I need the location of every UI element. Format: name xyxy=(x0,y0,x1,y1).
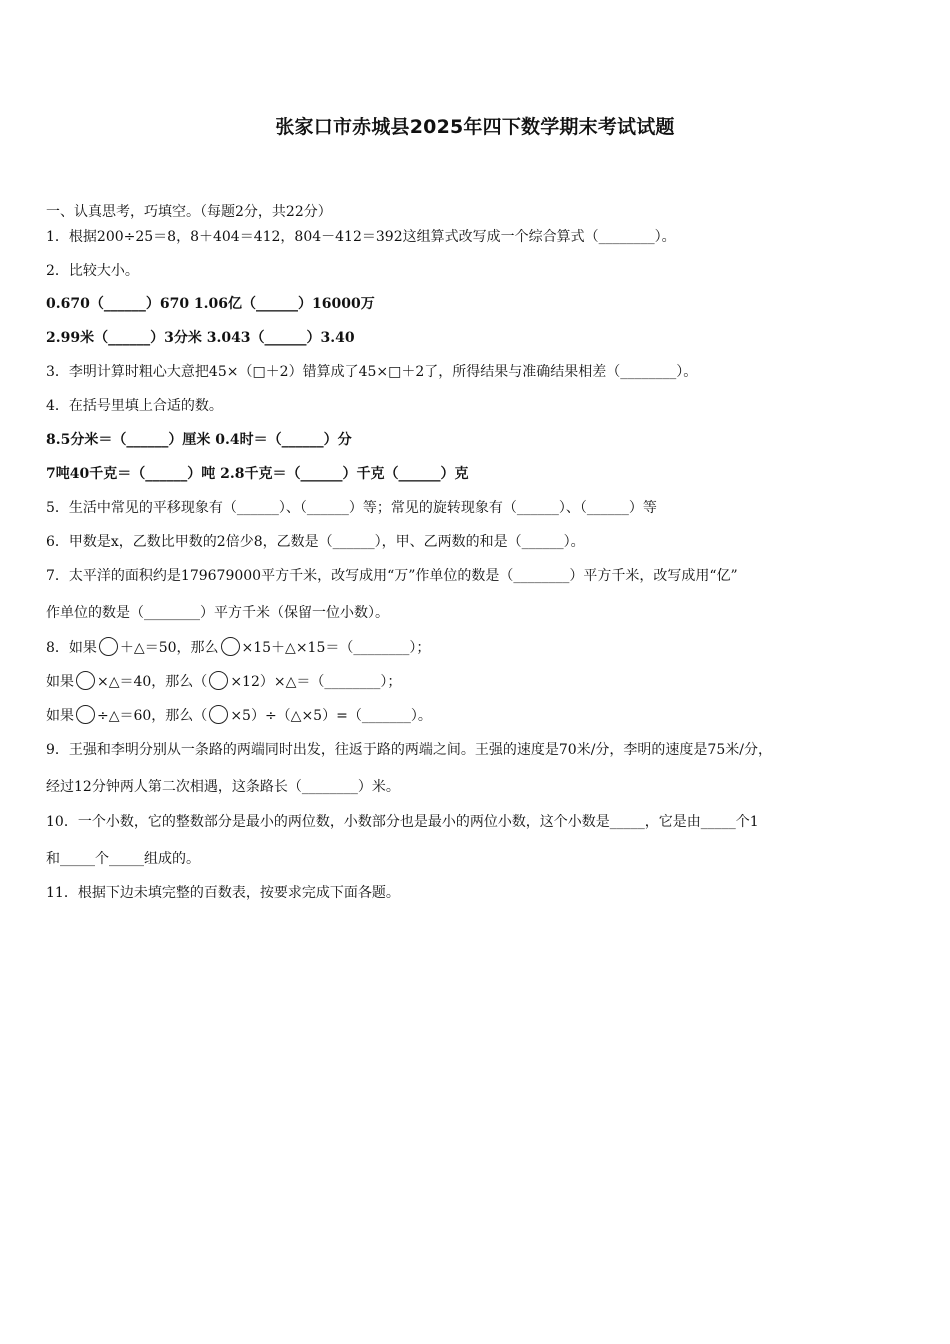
q8-text: 如果 xyxy=(46,674,74,690)
question-3: 3．李明计算时粗心大意把45×（□＋2）错算成了45×□＋2了，所得结果与准确结果相差（________）。 xyxy=(46,364,698,380)
question-4-part-b: 7吨40千克＝（______）吨 2.8千克＝（______）千克（______）克 xyxy=(46,466,469,482)
question-4: 4．在括号里填上合适的数。 xyxy=(46,398,223,414)
question-10-line-2: 和_____个_____组成的。 xyxy=(46,851,200,867)
section-heading: 一、认真思考，巧填空。（每题2分，共22分） xyxy=(46,204,332,220)
q8-text: 8．如果 xyxy=(46,640,97,656)
question-8-line-3 xyxy=(46,705,916,726)
q8-text: ×15＋△×15＝（________）； xyxy=(241,640,431,656)
q8-text: ×△＝40，那么（ xyxy=(97,674,208,690)
question-1: 1．根据200÷25＝8，8＋404＝412，804－412＝392这组算式改写成一个综合算式（________）。 xyxy=(46,229,676,245)
question-8-line-2 xyxy=(46,671,916,692)
question-6: 6．甲数是x，乙数比甲数的2倍少8，乙数是（______），甲、乙两数的和是（______）。 xyxy=(46,534,585,550)
question-11: 11．根据下边未填完整的百数表，按要求完成下面各题。 xyxy=(46,885,400,901)
question-8-line-1 xyxy=(46,637,916,658)
question-7-line-2: 作单位的数是（________）平方千米（保留一位小数）。 xyxy=(46,605,389,621)
q8-text: 如果 xyxy=(46,708,74,724)
q8-text: ×12）×△＝（________）； xyxy=(230,674,402,690)
q8-text: ÷△＝60，那么（ xyxy=(97,708,208,724)
question-2: 2．比较大小。 xyxy=(46,263,139,279)
page-title: 张家口市赤城县2025年四下数学期末考试试题 xyxy=(275,116,675,138)
question-10-line-1: 10．一个小数，它的整数部分是最小的两位数，小数部分也是最小的两位小数，这个小数是_____，它是由_____个1 xyxy=(46,814,759,830)
q8-text: ＋△＝50，那么 xyxy=(119,640,219,656)
circle-icon xyxy=(99,637,118,656)
question-2-part-b: 2.99米（______）3分米 3.043（______）3.40 xyxy=(46,330,355,346)
circle-icon xyxy=(209,671,228,690)
circle-icon xyxy=(209,705,228,724)
circle-icon xyxy=(76,671,95,690)
question-9-line-2: 经过12分钟两人第二次相遇，这条路长（________）米。 xyxy=(46,779,400,795)
question-7-line-1: 7．太平洋的面积约是179679000平方千米，改写成用“万”作单位的数是（________）平方千米，改写成用“亿” xyxy=(46,568,738,584)
circle-icon xyxy=(221,637,240,656)
question-2-part-a: 0.670（______）670 1.06亿（______）16000万 xyxy=(46,296,375,312)
circle-icon xyxy=(76,705,95,724)
question-5: 5．生活中常见的平移现象有（______）、（______）等；常见的旋转现象有（______）、（______）等 xyxy=(46,500,657,516)
question-4-part-a: 8.5分米＝（______）厘米 0.4时＝（______）分 xyxy=(46,432,352,448)
q8-text: ×5）÷（△×5）=（_______）。 xyxy=(230,708,432,724)
question-9-line-1: 9．王强和李明分别从一条路的两端同时出发，往返于路的两端之间。王强的速度是70米/分，李明的速度是75米/分， xyxy=(46,742,772,758)
